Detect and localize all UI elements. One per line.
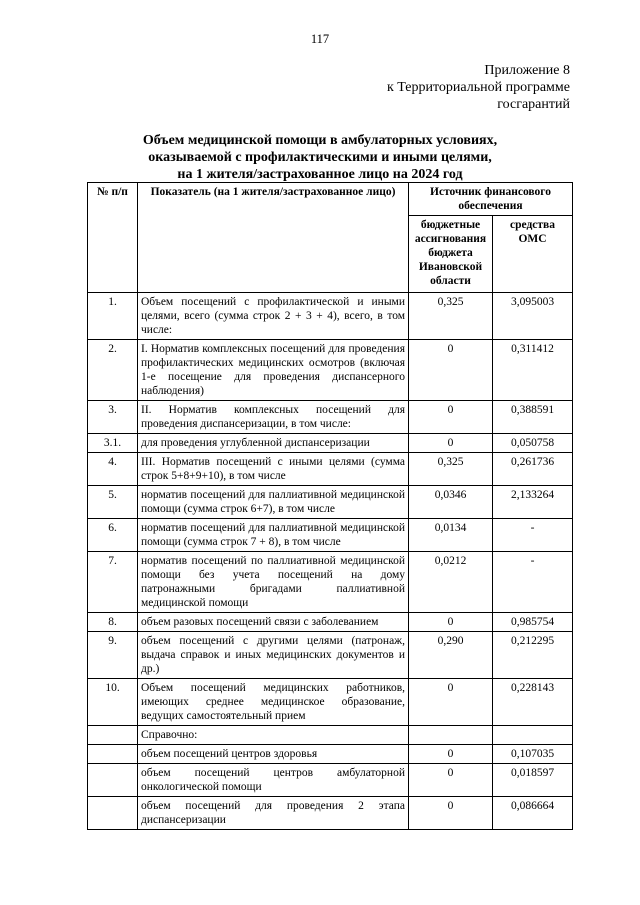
row-budget-value [409, 726, 493, 745]
row-indicator: объем посещений для проведения 2 этапа диспансеризации [138, 797, 409, 830]
appendix-reference [387, 62, 570, 113]
row-indicator: норматив посещений по паллиативной медицинской помощи без учета посещений на дому патронажными бригадами паллиативной медицинской помощи [138, 552, 409, 613]
reference-label: Справочно: [138, 726, 409, 745]
row-number: 10. [88, 679, 138, 726]
reference-label-row [88, 726, 573, 745]
row-budget-value: 0 [409, 797, 493, 830]
row-oms-value: - [493, 519, 573, 552]
title-line: Объем медицинской помощи в амбулаторных условиях, [142, 133, 498, 148]
row-oms-value: 0,261736 [493, 453, 573, 486]
row-number: 1. [88, 293, 138, 340]
row-indicator: норматив посещений для паллиативной медицинской помощи (сумма строк 7 + 8), в том числе [138, 519, 409, 552]
header-budget: бюджетные ассигнования бюджета Ивановской области [409, 216, 493, 293]
row-oms-value: 0,311412 [493, 340, 573, 401]
row-budget-value: 0 [409, 745, 493, 764]
row-number [88, 764, 138, 797]
row-indicator: Объем посещений медицинских работников, имеющих среднее медицинское образование, ведущих самостоятельный прием [138, 679, 409, 726]
table-row [88, 340, 573, 401]
row-budget-value: 0,0134 [409, 519, 493, 552]
table-row [88, 613, 573, 632]
reference-row [88, 764, 573, 797]
row-budget-value: 0 [409, 679, 493, 726]
reference-row [88, 745, 573, 764]
table-row [88, 401, 573, 434]
row-oms-value: 0,050758 [493, 434, 573, 453]
row-indicator: объем посещений центров здоровья [138, 745, 409, 764]
row-number: 3. [88, 401, 138, 434]
title-line: оказываемой с профилактическими и иными целями, [148, 150, 492, 165]
row-oms-value: 0,086664 [493, 797, 573, 830]
table-row [88, 632, 573, 679]
row-number [88, 797, 138, 830]
header-num: № п/п [88, 183, 138, 293]
row-indicator: объем разовых посещений связи с заболеванием [138, 613, 409, 632]
row-budget-value: 0 [409, 764, 493, 797]
row-budget-value: 0,0346 [409, 486, 493, 519]
row-number: 8. [88, 613, 138, 632]
row-number: 2. [88, 340, 138, 401]
table-row [88, 679, 573, 726]
table-row [88, 434, 573, 453]
table-row [88, 486, 573, 519]
row-indicator: объем посещений с другими целями (патронаж, выдача справок и иных медицинских документов и др.) [138, 632, 409, 679]
row-oms-value: 2,133264 [493, 486, 573, 519]
row-oms-value: 3,095003 [493, 293, 573, 340]
row-number: 6. [88, 519, 138, 552]
title-line: на 1 жителя/застрахованное лицо на 2024 год [177, 167, 463, 182]
header-indicator: Показатель (на 1 жителя/застрахованное лицо) [138, 183, 409, 293]
appendix-line: Приложение 8 [484, 63, 570, 78]
header-row [88, 183, 573, 216]
row-indicator: I. Норматив комплексных посещений для проведения профилактических медицинских осмотров (включая 1-е посещение для проведения диспансерного наблюдения) [138, 340, 409, 401]
row-budget-value: 0 [409, 340, 493, 401]
row-number [88, 745, 138, 764]
row-number: 7. [88, 552, 138, 613]
row-oms-value: - [493, 552, 573, 613]
row-number: 3.1. [88, 434, 138, 453]
row-budget-value: 0 [409, 613, 493, 632]
appendix-line: госгарантий [497, 97, 570, 112]
row-oms-value: 0,107035 [493, 745, 573, 764]
row-indicator: для проведения углубленной диспансеризации [138, 434, 409, 453]
appendix-line: к Территориальной программе [386, 80, 570, 95]
row-oms-value: 0,388591 [493, 401, 573, 434]
row-number: 9. [88, 632, 138, 679]
row-indicator: III. Норматив посещений с иными целями (сумма строк 5+8+9+10), в том числе [138, 453, 409, 486]
row-oms-value: 0,018597 [493, 764, 573, 797]
row-budget-value: 0,325 [409, 293, 493, 340]
row-budget-value: 0,0212 [409, 552, 493, 613]
row-budget-value: 0,325 [409, 453, 493, 486]
row-oms-value: 0,985754 [493, 613, 573, 632]
document-title [0, 132, 640, 183]
row-oms-value: 0,212295 [493, 632, 573, 679]
row-budget-value: 0 [409, 401, 493, 434]
table-row [88, 293, 573, 340]
row-indicator: Объем посещений с профилактической и иными целями, всего (сумма строк 2 + 3 + 4), всего, в том числе: [138, 293, 409, 340]
row-number: 4. [88, 453, 138, 486]
row-number [88, 726, 138, 745]
row-oms-value: 0,228143 [493, 679, 573, 726]
reference-row [88, 797, 573, 830]
row-indicator: II. Норматив комплексных посещений для проведения диспансеризации, в том числе: [138, 401, 409, 434]
row-number: 5. [88, 486, 138, 519]
table-row [88, 453, 573, 486]
row-indicator: объем посещений центров амбулаторной онкологической помощи [138, 764, 409, 797]
table-row [88, 519, 573, 552]
table-row [88, 552, 573, 613]
row-oms-value [493, 726, 573, 745]
row-indicator: норматив посещений для паллиативной медицинской помощи (сумма строк 6+7), в том числе [138, 486, 409, 519]
header-source: Источник финансового обеспечения [409, 183, 573, 216]
header-oms: средства ОМС [493, 216, 573, 293]
row-budget-value: 0,290 [409, 632, 493, 679]
page-number: 117 [310, 32, 330, 46]
volume-table [87, 182, 573, 830]
row-budget-value: 0 [409, 434, 493, 453]
